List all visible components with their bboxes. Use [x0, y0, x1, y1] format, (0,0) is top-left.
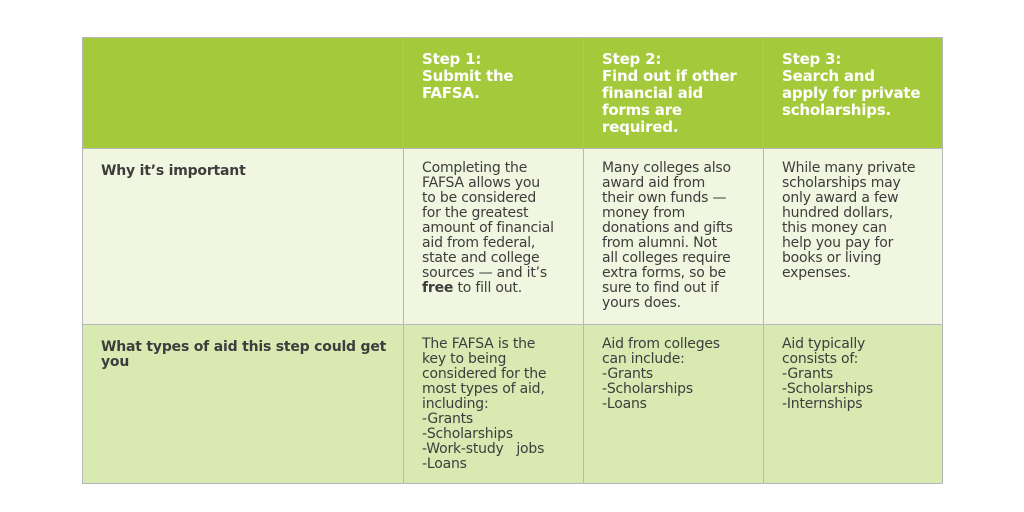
cell-aid-step1 [403, 324, 583, 483]
text-line: FAFSA. [422, 84, 480, 102]
text-line: -Loans [422, 456, 467, 472]
text-line: Why it’s important [101, 163, 246, 179]
text-line: financial aid [602, 84, 704, 102]
text-line: required. [602, 118, 679, 136]
text-line: extra forms, so be [602, 265, 726, 281]
text-line: -Scholarships [602, 381, 693, 397]
text-line: sure to find out if [602, 280, 719, 296]
text-line: amount of financial [422, 220, 554, 236]
row-label-aid-types [83, 324, 403, 483]
text-line: key to being [422, 351, 507, 367]
text-line: aid from federal, [422, 235, 536, 251]
text-line: you [101, 354, 130, 370]
row-label-why-important [83, 148, 403, 324]
text-line: Submit the [422, 67, 514, 85]
cell-why-step3 [763, 148, 942, 324]
cell-why-step2 [583, 148, 763, 324]
text-line: help you pay for [782, 235, 894, 251]
text-line: scholarships. [782, 101, 891, 119]
text-line: this money can [782, 220, 887, 236]
header-step1 [403, 38, 583, 148]
text-line: their own funds — [602, 190, 727, 206]
text-line: What types of aid this step could get [101, 339, 387, 355]
cell-aid-step2 [583, 324, 763, 483]
text-line: consists of: [782, 351, 859, 367]
text-line: Completing the [422, 160, 528, 176]
text-line: Step 3: [782, 50, 842, 68]
text-line: Step 1: [422, 50, 482, 68]
text-line: expenses. [782, 265, 851, 281]
text-line: Many colleges also [602, 160, 731, 176]
text-line: award aid from [602, 175, 706, 191]
text-line: only award a few [782, 190, 899, 206]
text-line: from alumni. Not [602, 235, 718, 251]
text-line: -Grants [422, 411, 474, 427]
text-line: Search and [782, 67, 875, 85]
text-line: most types of aid, [422, 381, 545, 397]
text-line: money from [602, 205, 686, 221]
text-line: state and college [422, 250, 540, 266]
header-empty-cell [83, 38, 403, 148]
text-line: Step 2: [602, 50, 662, 68]
text-line: sources — and it’s [422, 265, 547, 281]
text-line: FAFSA allows you [422, 175, 540, 191]
text-line: yours does. [602, 295, 681, 311]
cell-why-step1 [403, 148, 583, 324]
text-line: can include: [602, 351, 685, 367]
text-line: Find out if other [602, 67, 737, 85]
text-line: hundred dollars, [782, 205, 894, 221]
text-line: -Grants [782, 366, 834, 382]
financial-aid-steps-table [82, 37, 943, 484]
text-line: all colleges require [602, 250, 731, 266]
free-emphasis: free [422, 280, 454, 296]
free-rest: to fill out. [453, 280, 522, 296]
text-line: Aid typically [782, 336, 866, 352]
text-line: -Loans [602, 396, 647, 412]
text-line: donations and gifts [602, 220, 733, 236]
cell-aid-step3 [763, 324, 942, 483]
header-step2 [583, 38, 763, 148]
text-line: -Grants [602, 366, 654, 382]
cell-why-step1-lines [422, 161, 573, 281]
text-line: -Work-study jobs [422, 441, 545, 457]
text-line: for the greatest [422, 205, 529, 221]
text-line: including: [422, 396, 489, 412]
text-line: considered for the [422, 366, 547, 382]
text-line: to be considered [422, 190, 537, 206]
text-line: The FAFSA is the [422, 336, 536, 352]
text-line: -Scholarships [782, 381, 873, 397]
text-line: books or living [782, 250, 882, 266]
text-line: While many private [782, 160, 916, 176]
text-line: apply for private [782, 84, 921, 102]
text-line: forms are [602, 101, 682, 119]
text-line: scholarships may [782, 175, 901, 191]
header-step3 [763, 38, 942, 148]
text-line: Aid from colleges [602, 336, 720, 352]
text-line: -Internships [782, 396, 863, 412]
text-line: -Scholarships [422, 426, 513, 442]
